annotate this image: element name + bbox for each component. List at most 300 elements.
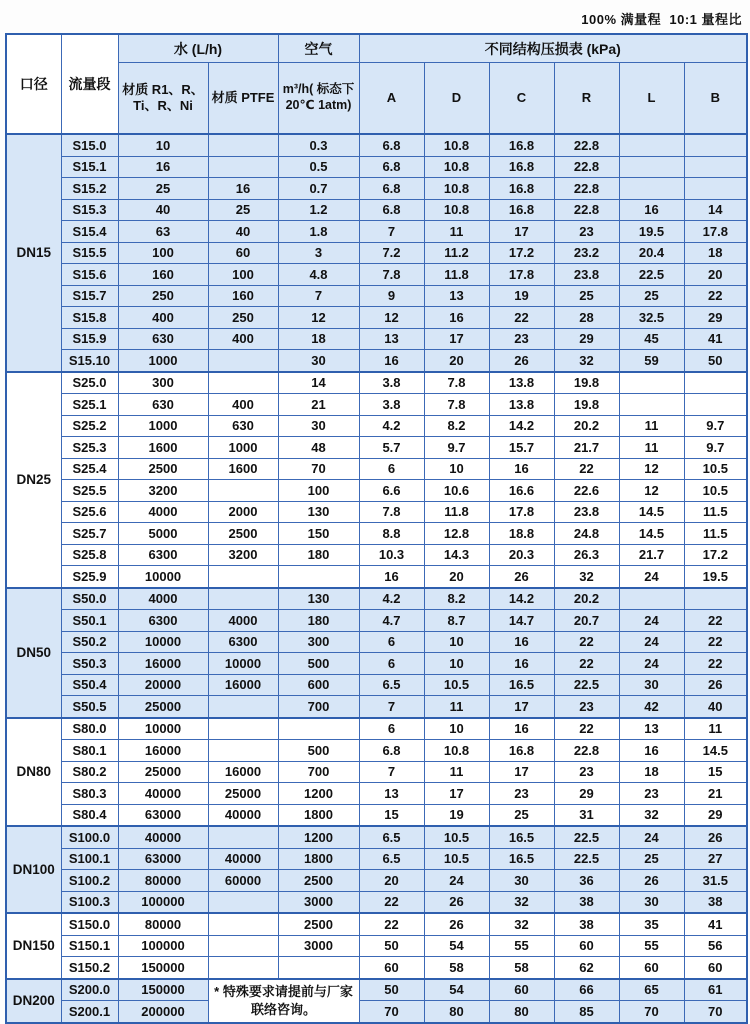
pressure-r-cell: 23 [554, 696, 619, 718]
pressure-c-cell: 60 [489, 979, 554, 1001]
air-cell: 130 [278, 588, 359, 610]
pressure-l-cell: 24 [619, 826, 684, 848]
pressure-a-cell: 5.7 [359, 437, 424, 459]
air-cell: 48 [278, 437, 359, 459]
pressure-b-cell: 11.5 [684, 523, 747, 545]
water-ptfe-cell: 160 [208, 285, 278, 307]
flow-segment-cell: S25.1 [61, 394, 118, 416]
pressure-a-cell: 7 [359, 221, 424, 243]
pressure-c-cell: 17.8 [489, 501, 554, 523]
pressure-r-cell: 22 [554, 458, 619, 480]
pressure-r-cell: 32 [554, 350, 619, 372]
water-metal-cell: 100 [118, 242, 208, 264]
table-row [6, 848, 747, 870]
air-cell: 500 [278, 653, 359, 675]
pressure-a-cell: 22 [359, 891, 424, 913]
water-metal-cell: 1600 [118, 437, 208, 459]
header-pressure-c: C [489, 63, 554, 135]
flow-segment-cell: S25.8 [61, 544, 118, 566]
air-cell: 14 [278, 372, 359, 394]
pressure-r-cell: 20.2 [554, 415, 619, 437]
water-metal-cell: 2500 [118, 458, 208, 480]
pressure-l-cell: 35 [619, 913, 684, 935]
pressure-l-cell: 21.7 [619, 544, 684, 566]
pressure-d-cell: 10.8 [424, 199, 489, 221]
table-row [6, 480, 747, 502]
pressure-d-cell: 11.8 [424, 264, 489, 286]
table-row [6, 221, 747, 243]
pressure-a-cell: 70 [359, 1001, 424, 1023]
pressure-b-cell: 14.5 [684, 740, 747, 762]
pressure-c-cell: 14.2 [489, 415, 554, 437]
air-cell: 0.3 [278, 134, 359, 156]
water-ptfe-cell [208, 372, 278, 394]
table-row [6, 891, 747, 913]
air-cell: 700 [278, 696, 359, 718]
pressure-d-cell: 10.8 [424, 740, 489, 762]
air-cell: 1800 [278, 804, 359, 826]
flow-segment-cell: S200.0 [61, 979, 118, 1001]
pressure-c-cell: 17 [489, 221, 554, 243]
pressure-a-cell: 12 [359, 307, 424, 329]
pressure-r-cell: 60 [554, 935, 619, 957]
water-ptfe-cell [208, 480, 278, 502]
flow-segment-cell: S50.0 [61, 588, 118, 610]
flow-segment-cell: S150.0 [61, 913, 118, 935]
pressure-a-cell: 6.8 [359, 134, 424, 156]
water-ptfe-cell [208, 588, 278, 610]
pressure-d-cell: 54 [424, 935, 489, 957]
flow-segment-cell: S80.2 [61, 761, 118, 783]
table-row [6, 979, 747, 1001]
table-row [6, 804, 747, 826]
header-pressure-l: L [619, 63, 684, 135]
pressure-c-cell: 20.3 [489, 544, 554, 566]
pressure-l-cell [619, 134, 684, 156]
scale-ratio-note: 100% 满量程 10:1 量程比 [581, 12, 742, 27]
water-ptfe-cell: 1000 [208, 437, 278, 459]
diameter-cell: DN25 [6, 372, 61, 588]
pressure-d-cell: 7.8 [424, 394, 489, 416]
air-cell [278, 566, 359, 588]
pressure-c-cell: 16.5 [489, 674, 554, 696]
header-flow-segment: 流量段 [61, 34, 118, 134]
pressure-b-cell: 11 [684, 718, 747, 740]
pressure-l-cell: 30 [619, 674, 684, 696]
water-metal-cell: 63000 [118, 804, 208, 826]
pressure-a-cell: 3.8 [359, 394, 424, 416]
table-row [6, 264, 747, 286]
pressure-a-cell: 6 [359, 653, 424, 675]
header-pressure-a: A [359, 63, 424, 135]
pressure-d-cell: 10.8 [424, 156, 489, 178]
pressure-r-cell: 23.2 [554, 242, 619, 264]
pressure-c-cell: 19 [489, 285, 554, 307]
pressure-r-cell: 23.8 [554, 264, 619, 286]
pressure-l-cell: 22.5 [619, 264, 684, 286]
table-row [6, 674, 747, 696]
pressure-c-cell: 16.5 [489, 848, 554, 870]
pressure-r-cell: 22.8 [554, 134, 619, 156]
pressure-c-cell: 16.6 [489, 480, 554, 502]
air-cell: 1200 [278, 783, 359, 805]
water-metal-cell: 16 [118, 156, 208, 178]
pressure-l-cell: 32 [619, 804, 684, 826]
pressure-l-cell: 42 [619, 696, 684, 718]
flow-segment-cell: S25.6 [61, 501, 118, 523]
air-cell: 2500 [278, 870, 359, 892]
pressure-a-cell: 15 [359, 804, 424, 826]
special-request-note: * 特殊要求请提前与厂家联络咨询。 [208, 979, 359, 1023]
table-row [6, 156, 747, 178]
pressure-a-cell: 6.6 [359, 480, 424, 502]
pressure-c-cell: 16 [489, 631, 554, 653]
pressure-r-cell: 22.6 [554, 480, 619, 502]
pressure-r-cell: 22.8 [554, 740, 619, 762]
diameter-cell: DN150 [6, 913, 61, 979]
pressure-a-cell: 7 [359, 761, 424, 783]
flow-segment-cell: S15.8 [61, 307, 118, 329]
pressure-r-cell: 38 [554, 913, 619, 935]
water-metal-cell: 250 [118, 285, 208, 307]
pressure-b-cell: 41 [684, 913, 747, 935]
pressure-b-cell: 56 [684, 935, 747, 957]
pressure-d-cell: 26 [424, 913, 489, 935]
pressure-b-cell [684, 178, 747, 200]
pressure-c-cell: 80 [489, 1001, 554, 1023]
flow-segment-cell: S50.4 [61, 674, 118, 696]
pressure-a-cell: 10.3 [359, 544, 424, 566]
pressure-b-cell: 11.5 [684, 501, 747, 523]
air-cell: 21 [278, 394, 359, 416]
air-cell: 180 [278, 610, 359, 632]
pressure-c-cell: 17 [489, 696, 554, 718]
pressure-l-cell: 65 [619, 979, 684, 1001]
pressure-d-cell: 9.7 [424, 437, 489, 459]
flow-segment-cell: S15.10 [61, 350, 118, 372]
water-metal-cell: 16000 [118, 653, 208, 675]
pressure-r-cell: 22.8 [554, 178, 619, 200]
pressure-a-cell: 7.2 [359, 242, 424, 264]
pressure-c-cell: 14.2 [489, 588, 554, 610]
pressure-r-cell: 19.8 [554, 372, 619, 394]
water-metal-cell: 150000 [118, 957, 208, 979]
pressure-d-cell: 10.5 [424, 826, 489, 848]
pressure-d-cell: 8.2 [424, 588, 489, 610]
flow-segment-cell: S80.4 [61, 804, 118, 826]
water-ptfe-cell: 2000 [208, 501, 278, 523]
water-ptfe-cell: 630 [208, 415, 278, 437]
pressure-b-cell [684, 394, 747, 416]
diameter-cell: DN100 [6, 826, 61, 913]
pressure-d-cell: 10.6 [424, 480, 489, 502]
pressure-b-cell: 15 [684, 761, 747, 783]
water-ptfe-cell: 2500 [208, 523, 278, 545]
pressure-l-cell: 13 [619, 718, 684, 740]
pressure-a-cell: 50 [359, 979, 424, 1001]
pressure-r-cell: 22 [554, 653, 619, 675]
pressure-d-cell: 54 [424, 979, 489, 1001]
water-ptfe-cell [208, 566, 278, 588]
water-metal-cell: 10000 [118, 631, 208, 653]
flow-segment-cell: S15.4 [61, 221, 118, 243]
flowmeter-spec-table [5, 33, 748, 1024]
table-row [6, 199, 747, 221]
pressure-l-cell: 12 [619, 480, 684, 502]
pressure-r-cell: 22.8 [554, 199, 619, 221]
air-cell: 1200 [278, 826, 359, 848]
pressure-l-cell: 26 [619, 870, 684, 892]
table-row [6, 588, 747, 610]
water-metal-cell: 63000 [118, 848, 208, 870]
flow-segment-cell: S200.1 [61, 1001, 118, 1023]
diameter-cell: DN50 [6, 588, 61, 718]
pressure-a-cell: 6.8 [359, 740, 424, 762]
pressure-l-cell [619, 156, 684, 178]
pressure-l-cell: 24 [619, 566, 684, 588]
flow-segment-cell: S25.5 [61, 480, 118, 502]
pressure-a-cell: 6 [359, 631, 424, 653]
pressure-d-cell: 10 [424, 458, 489, 480]
air-cell: 100 [278, 480, 359, 502]
header-water-group: 水 (L/h) [118, 34, 278, 63]
flow-segment-cell: S25.3 [61, 437, 118, 459]
water-ptfe-cell: 25000 [208, 783, 278, 805]
flow-segment-cell: S50.5 [61, 696, 118, 718]
pressure-l-cell [619, 178, 684, 200]
pressure-l-cell: 18 [619, 761, 684, 783]
header-diameter: 口径 [6, 34, 61, 134]
pressure-a-cell: 22 [359, 913, 424, 935]
flow-segment-cell: S15.9 [61, 328, 118, 350]
pressure-r-cell: 23.8 [554, 501, 619, 523]
pressure-l-cell: 59 [619, 350, 684, 372]
header-air-group: 空气 [278, 34, 359, 63]
pressure-r-cell: 28 [554, 307, 619, 329]
water-ptfe-cell: 25 [208, 199, 278, 221]
pressure-r-cell: 25 [554, 285, 619, 307]
water-metal-cell: 1000 [118, 415, 208, 437]
pressure-a-cell: 6.5 [359, 674, 424, 696]
table-row [6, 610, 747, 632]
pressure-a-cell: 13 [359, 783, 424, 805]
pressure-l-cell: 20.4 [619, 242, 684, 264]
header-pressure-d: D [424, 63, 489, 135]
pressure-b-cell: 60 [684, 957, 747, 979]
pressure-b-cell: 22 [684, 285, 747, 307]
air-cell [278, 718, 359, 740]
pressure-r-cell: 21.7 [554, 437, 619, 459]
pressure-b-cell: 40 [684, 696, 747, 718]
pressure-a-cell: 3.8 [359, 372, 424, 394]
water-metal-cell: 20000 [118, 674, 208, 696]
pressure-d-cell: 7.8 [424, 372, 489, 394]
pressure-a-cell: 16 [359, 566, 424, 588]
flow-segment-cell: S25.4 [61, 458, 118, 480]
flow-segment-cell: S15.1 [61, 156, 118, 178]
flow-segment-cell: S25.9 [61, 566, 118, 588]
air-cell: 130 [278, 501, 359, 523]
air-cell: 300 [278, 631, 359, 653]
diameter-cell: DN15 [6, 134, 61, 372]
table-row [6, 523, 747, 545]
air-cell: 4.8 [278, 264, 359, 286]
water-ptfe-cell: 3200 [208, 544, 278, 566]
table-row [6, 285, 747, 307]
water-ptfe-cell: 40000 [208, 848, 278, 870]
water-metal-cell: 10000 [118, 566, 208, 588]
water-metal-cell: 80000 [118, 913, 208, 935]
pressure-d-cell: 14.3 [424, 544, 489, 566]
water-ptfe-cell: 10000 [208, 653, 278, 675]
pressure-c-cell: 13.8 [489, 372, 554, 394]
pressure-l-cell: 45 [619, 328, 684, 350]
table-row [6, 696, 747, 718]
pressure-c-cell: 32 [489, 913, 554, 935]
pressure-l-cell: 60 [619, 957, 684, 979]
pressure-b-cell [684, 156, 747, 178]
air-cell: 7 [278, 285, 359, 307]
pressure-d-cell: 11.8 [424, 501, 489, 523]
diameter-cell: DN80 [6, 718, 61, 827]
pressure-c-cell: 22 [489, 307, 554, 329]
pressure-r-cell: 62 [554, 957, 619, 979]
water-metal-cell: 160 [118, 264, 208, 286]
air-cell: 30 [278, 350, 359, 372]
pressure-a-cell: 6.8 [359, 156, 424, 178]
table-body [6, 134, 747, 1023]
water-ptfe-cell [208, 350, 278, 372]
water-ptfe-cell: 40000 [208, 804, 278, 826]
pressure-b-cell: 70 [684, 1001, 747, 1023]
pressure-d-cell: 10.8 [424, 178, 489, 200]
flow-segment-cell: S25.0 [61, 372, 118, 394]
pressure-b-cell [684, 134, 747, 156]
pressure-c-cell: 58 [489, 957, 554, 979]
pressure-r-cell: 66 [554, 979, 619, 1001]
pressure-b-cell: 22 [684, 653, 747, 675]
water-metal-cell: 630 [118, 394, 208, 416]
flow-segment-cell: S80.0 [61, 718, 118, 740]
water-metal-cell: 40000 [118, 826, 208, 848]
table-row [6, 394, 747, 416]
water-ptfe-cell [208, 740, 278, 762]
pressure-b-cell: 50 [684, 350, 747, 372]
pressure-d-cell: 10.5 [424, 848, 489, 870]
pressure-a-cell: 7.8 [359, 264, 424, 286]
flow-segment-cell: S80.1 [61, 740, 118, 762]
pressure-l-cell: 30 [619, 891, 684, 913]
air-cell: 3000 [278, 935, 359, 957]
pressure-r-cell: 26.3 [554, 544, 619, 566]
pressure-c-cell: 15.7 [489, 437, 554, 459]
pressure-l-cell: 24 [619, 631, 684, 653]
table-header [6, 34, 747, 134]
air-cell: 1.8 [278, 221, 359, 243]
pressure-b-cell: 14 [684, 199, 747, 221]
pressure-r-cell: 32 [554, 566, 619, 588]
pressure-c-cell: 30 [489, 870, 554, 892]
water-metal-cell: 100000 [118, 891, 208, 913]
pressure-l-cell [619, 372, 684, 394]
pressure-d-cell: 16 [424, 307, 489, 329]
pressure-b-cell: 19.5 [684, 566, 747, 588]
pressure-b-cell [684, 372, 747, 394]
pressure-b-cell: 31.5 [684, 870, 747, 892]
pressure-d-cell: 11.2 [424, 242, 489, 264]
pressure-r-cell: 19.8 [554, 394, 619, 416]
pressure-l-cell: 12 [619, 458, 684, 480]
pressure-a-cell: 6 [359, 718, 424, 740]
pressure-a-cell: 6.8 [359, 178, 424, 200]
water-ptfe-cell: 6300 [208, 631, 278, 653]
air-cell: 2500 [278, 913, 359, 935]
pressure-b-cell: 17.8 [684, 221, 747, 243]
header-pressure-b: B [684, 63, 747, 135]
pressure-c-cell: 23 [489, 328, 554, 350]
flow-segment-cell: S50.3 [61, 653, 118, 675]
pressure-d-cell: 19 [424, 804, 489, 826]
air-cell: 0.7 [278, 178, 359, 200]
water-metal-cell: 25000 [118, 761, 208, 783]
pressure-r-cell: 22.8 [554, 156, 619, 178]
pressure-r-cell: 20.2 [554, 588, 619, 610]
water-metal-cell: 6300 [118, 544, 208, 566]
water-ptfe-cell: 4000 [208, 610, 278, 632]
pressure-a-cell: 4.2 [359, 588, 424, 610]
pressure-l-cell: 24 [619, 653, 684, 675]
pressure-b-cell: 20 [684, 264, 747, 286]
water-ptfe-cell: 100 [208, 264, 278, 286]
pressure-a-cell: 13 [359, 328, 424, 350]
pressure-b-cell: 9.7 [684, 415, 747, 437]
water-metal-cell: 40000 [118, 783, 208, 805]
pressure-b-cell: 9.7 [684, 437, 747, 459]
pressure-l-cell: 23 [619, 783, 684, 805]
air-cell: 600 [278, 674, 359, 696]
pressure-d-cell: 10 [424, 653, 489, 675]
water-metal-cell: 5000 [118, 523, 208, 545]
table-row [6, 718, 747, 740]
water-ptfe-cell [208, 134, 278, 156]
pressure-a-cell: 6.8 [359, 199, 424, 221]
pressure-a-cell: 6.5 [359, 848, 424, 870]
air-cell: 3000 [278, 891, 359, 913]
pressure-d-cell: 10.5 [424, 674, 489, 696]
flow-segment-cell: S25.2 [61, 415, 118, 437]
pressure-c-cell: 26 [489, 566, 554, 588]
flow-segment-cell: S15.5 [61, 242, 118, 264]
air-cell: 0.5 [278, 156, 359, 178]
pressure-c-cell: 16 [489, 718, 554, 740]
pressure-b-cell: 41 [684, 328, 747, 350]
flow-segment-cell: S15.6 [61, 264, 118, 286]
pressure-c-cell: 26 [489, 350, 554, 372]
air-cell: 70 [278, 458, 359, 480]
pressure-r-cell: 29 [554, 783, 619, 805]
water-ptfe-cell: 40 [208, 221, 278, 243]
pressure-a-cell: 20 [359, 870, 424, 892]
pressure-d-cell: 10 [424, 718, 489, 740]
pressure-c-cell: 16 [489, 653, 554, 675]
pressure-c-cell: 16.8 [489, 178, 554, 200]
water-metal-cell: 3200 [118, 480, 208, 502]
water-ptfe-cell [208, 913, 278, 935]
pressure-d-cell: 17 [424, 783, 489, 805]
water-ptfe-cell [208, 891, 278, 913]
pressure-l-cell: 11 [619, 415, 684, 437]
flow-segment-cell: S80.3 [61, 783, 118, 805]
